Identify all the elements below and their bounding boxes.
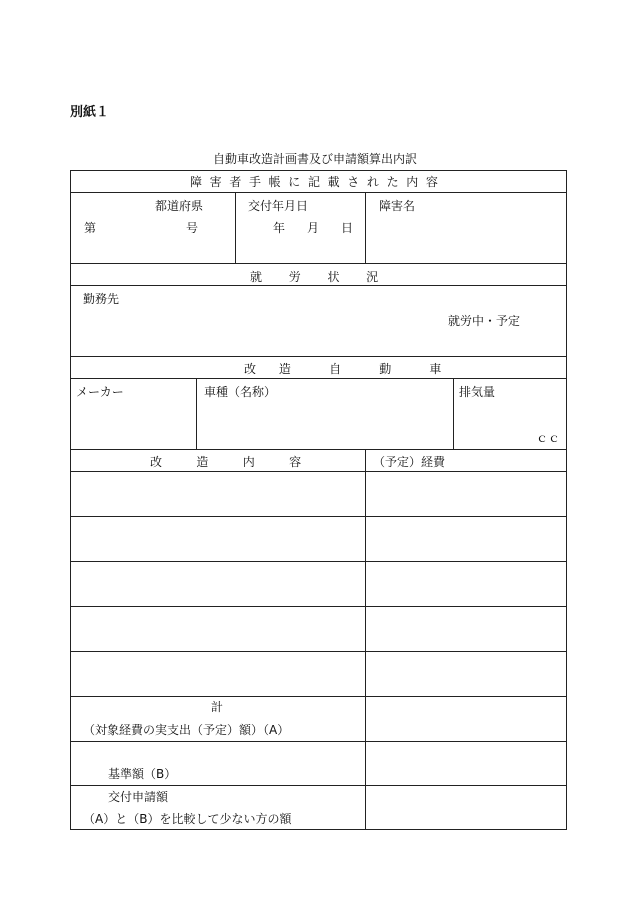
document-title: 自動車改造計画書及び申請額算出内訳 xyxy=(212,152,417,166)
rule xyxy=(70,651,567,652)
month-label: 月 xyxy=(307,221,320,235)
rule xyxy=(70,192,567,193)
rule xyxy=(70,471,567,472)
border-bottom xyxy=(70,829,567,830)
modification-content-heading: 改 造 内 容 xyxy=(150,455,302,469)
rule xyxy=(70,741,567,742)
number-suffix: 号 xyxy=(186,221,199,235)
rule xyxy=(70,356,567,357)
grant-label: 交付申請額 xyxy=(108,790,169,804)
rule xyxy=(365,449,366,830)
handbook-heading: 障 害 者 手 帳 に 記 載 さ れ た 内 容 xyxy=(190,175,438,189)
rule xyxy=(453,378,454,449)
rule xyxy=(70,449,567,450)
base-amount-label: 基準額（B） xyxy=(108,767,177,781)
model-label: 車種（名称） xyxy=(204,385,277,399)
total-description: （対象経費の実支出（予定）額）（A） xyxy=(83,723,290,737)
maker-label: メーカー xyxy=(76,385,124,399)
rule xyxy=(70,263,567,264)
employment-status: 就労中・予定 xyxy=(448,314,521,328)
border-top xyxy=(70,170,567,171)
rule xyxy=(70,561,567,562)
total-label: 計 xyxy=(211,700,224,714)
rule xyxy=(365,192,366,263)
grant-description: （A）と（B）を比較して少ない方の額 xyxy=(83,812,292,826)
prefecture-label: 都道府県 xyxy=(155,199,204,213)
number-prefix: 第 xyxy=(84,221,97,235)
displacement-unit: ｃｃ xyxy=(536,431,561,445)
border-right xyxy=(566,170,567,830)
cost-heading: （予定）経費 xyxy=(373,455,446,469)
issue-date-label: 交付年月日 xyxy=(248,199,309,213)
rule xyxy=(70,378,567,379)
year-label: 年 xyxy=(273,221,286,235)
rule xyxy=(235,192,236,263)
rule xyxy=(70,696,567,697)
day-label: 日 xyxy=(341,221,354,235)
rule xyxy=(70,285,567,286)
rule xyxy=(70,516,567,517)
disability-name-label: 障害名 xyxy=(379,199,416,213)
rule xyxy=(70,606,567,607)
rule xyxy=(196,378,197,449)
border-left xyxy=(70,170,71,830)
attachment-label: 別紙１ xyxy=(70,105,110,120)
vehicle-heading: 改 造 自 動 車 xyxy=(244,362,442,376)
rule xyxy=(70,785,567,786)
employment-heading: 就 労 状 況 xyxy=(250,270,379,284)
displacement-label: 排気量 xyxy=(459,385,496,399)
workplace-label: 勤務先 xyxy=(83,292,120,306)
form-table xyxy=(70,170,567,830)
